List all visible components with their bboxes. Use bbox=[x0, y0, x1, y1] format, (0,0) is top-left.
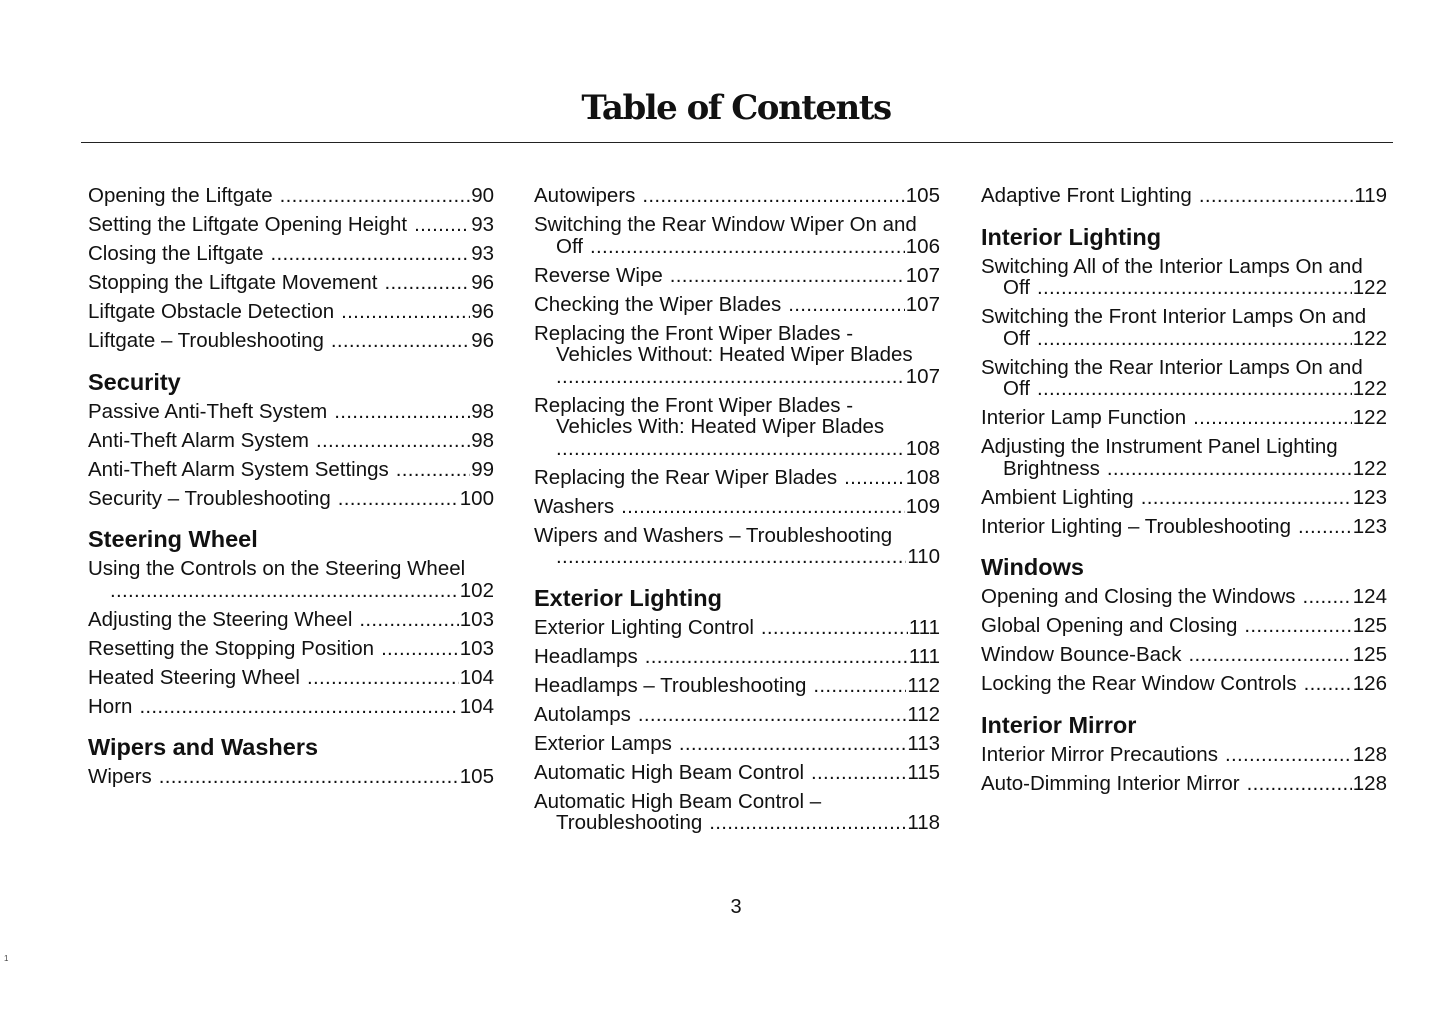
dot-leader bbox=[709, 812, 906, 834]
toc-page-number: 122 bbox=[1352, 456, 1387, 480]
toc-page-number: 105 bbox=[905, 184, 940, 207]
dot-leader bbox=[1107, 458, 1352, 480]
toc-entry-title: Global Opening and Closing bbox=[981, 614, 1238, 637]
toc-entry[interactable] bbox=[981, 436, 1387, 479]
toc-entry-title: Autolamps bbox=[534, 702, 631, 726]
toc-entry-title: Troubleshooting bbox=[556, 811, 703, 834]
toc-entry[interactable] bbox=[981, 185, 1387, 207]
toc-entry[interactable] bbox=[981, 516, 1387, 538]
section-heading: Interior Lighting bbox=[981, 223, 1162, 250]
toc-page-number: 107 bbox=[905, 263, 940, 287]
dot-leader bbox=[645, 646, 908, 668]
toc-entry-title: Security – Troubleshooting bbox=[88, 486, 331, 510]
dot-leader bbox=[307, 667, 459, 689]
dot-leader bbox=[670, 265, 905, 287]
dot-leader bbox=[110, 580, 459, 602]
toc-entry-title: Switching the Front Interior Lamps On and bbox=[981, 305, 1367, 328]
toc-entry-title: Heated Steering Wheel bbox=[88, 665, 300, 689]
toc-page-number: 93 bbox=[471, 242, 494, 265]
section-heading: Wipers and Washers bbox=[88, 734, 319, 760]
toc-page-number: 122 bbox=[1352, 377, 1387, 400]
toc-entry[interactable] bbox=[534, 762, 940, 784]
dot-leader bbox=[334, 401, 470, 423]
toc-column-2 bbox=[534, 185, 940, 841]
toc-page-number: 100 bbox=[459, 486, 494, 510]
toc-page-number: 99 bbox=[471, 457, 494, 481]
toc-page-number: 109 bbox=[905, 494, 940, 518]
dot-leader bbox=[1141, 487, 1352, 509]
toc-page-number: 126 bbox=[1352, 672, 1387, 695]
toc-entry[interactable] bbox=[534, 791, 940, 834]
toc-entry-title: Passive Anti-Theft System bbox=[88, 399, 328, 423]
toc-entry-title: Reverse Wipe bbox=[534, 263, 663, 287]
toc-entry[interactable] bbox=[981, 744, 1387, 766]
dot-leader bbox=[813, 675, 906, 697]
toc-entry-title: Vehicles Without: Heated Wiper Blades bbox=[556, 343, 913, 366]
dot-leader bbox=[338, 488, 459, 510]
toc-entry[interactable] bbox=[981, 357, 1387, 400]
toc-entry-title: Automatic High Beam Control bbox=[534, 760, 805, 784]
dot-leader bbox=[642, 185, 904, 207]
toc-page-number: 108 bbox=[905, 465, 940, 489]
toc-page-number: 123 bbox=[1352, 485, 1387, 509]
toc-entry[interactable] bbox=[981, 615, 1387, 637]
page-number: 3 bbox=[730, 896, 742, 918]
toc-entry[interactable] bbox=[981, 773, 1387, 795]
toc-page-number: 124 bbox=[1352, 585, 1387, 608]
section-heading: Interior Mirror bbox=[981, 711, 1137, 738]
toc-entry-title: Auto-Dimming Interior Mirror bbox=[981, 771, 1240, 795]
toc-entry-title: Opening and Closing the Windows bbox=[981, 585, 1296, 608]
dot-leader bbox=[341, 301, 470, 323]
dot-leader bbox=[359, 609, 458, 631]
dot-leader bbox=[679, 733, 906, 755]
dot-leader bbox=[316, 430, 470, 452]
toc-entry[interactable] bbox=[534, 294, 940, 316]
toc-entry[interactable] bbox=[981, 256, 1387, 299]
dot-leader bbox=[381, 638, 459, 660]
toc-entry-title: Liftgate – Troubleshooting bbox=[88, 329, 324, 352]
dot-leader bbox=[1247, 773, 1352, 795]
toc-entry[interactable] bbox=[88, 272, 494, 294]
toc-entry-title: Off bbox=[1003, 377, 1030, 400]
toc-entry[interactable] bbox=[981, 673, 1387, 695]
dot-leader bbox=[1037, 378, 1352, 400]
toc-entry-title: Setting the Liftgate Opening Height bbox=[88, 213, 408, 236]
toc-entry[interactable] bbox=[88, 301, 494, 323]
dot-leader bbox=[280, 185, 471, 207]
section-heading: Steering Wheel bbox=[88, 526, 258, 552]
toc-page-number: 104 bbox=[459, 665, 494, 689]
toc-entry[interactable] bbox=[534, 395, 940, 460]
toc-page-number: 112 bbox=[907, 673, 940, 697]
toc-entry[interactable] bbox=[88, 401, 494, 423]
dot-leader bbox=[159, 766, 459, 788]
toc-entry-title: Adaptive Front Lighting bbox=[981, 184, 1192, 207]
toc-entry[interactable] bbox=[88, 488, 494, 510]
toc-column-3 bbox=[981, 185, 1387, 802]
toc-entry[interactable] bbox=[534, 185, 940, 207]
toc-page-number: 107 bbox=[905, 292, 940, 316]
toc-entry[interactable] bbox=[534, 265, 940, 287]
dot-leader bbox=[844, 467, 905, 489]
dot-leader bbox=[1244, 615, 1351, 637]
toc-page-number: 90 bbox=[471, 184, 494, 207]
toc-entry[interactable] bbox=[981, 586, 1387, 608]
dot-leader bbox=[1037, 328, 1352, 350]
toc-entry[interactable] bbox=[534, 646, 940, 668]
toc-entry-title: Autowipers bbox=[534, 184, 636, 207]
toc-page-number: 103 bbox=[459, 607, 494, 631]
toc-entry-title: Exterior Lamps bbox=[534, 731, 672, 755]
toc-page-number: 115 bbox=[907, 760, 940, 784]
toc-page-number: 104 bbox=[459, 694, 494, 718]
toc-page-number: 125 bbox=[1352, 643, 1387, 666]
dot-leader bbox=[1225, 744, 1352, 766]
dot-leader bbox=[556, 438, 905, 460]
toc-page-number: 96 bbox=[471, 271, 494, 294]
toc-entry-title: Replacing the Front Wiper Blades - bbox=[534, 393, 854, 417]
toc-entry[interactable] bbox=[88, 696, 494, 718]
dot-leader bbox=[384, 272, 470, 294]
toc-entry-title: Anti-Theft Alarm System bbox=[88, 428, 310, 452]
toc-entry-title: Brightness bbox=[1003, 456, 1100, 480]
toc-page-number: 98 bbox=[471, 399, 494, 423]
toc-entry-title: Off bbox=[1003, 276, 1030, 299]
toc-entry-title: Off bbox=[1003, 326, 1030, 350]
section-heading: Exterior Lighting bbox=[534, 584, 722, 611]
toc-entry-title: Automatic High Beam Control – bbox=[534, 789, 822, 813]
toc-page-number: 108 bbox=[905, 436, 940, 460]
toc-entry[interactable] bbox=[534, 675, 940, 697]
toc-entry[interactable] bbox=[534, 323, 940, 388]
toc-page-number: 125 bbox=[1352, 614, 1387, 637]
page-title: Table of Contents bbox=[581, 88, 891, 128]
toc-entry-title: Vehicles With: Heated Wiper Blades bbox=[556, 415, 885, 438]
toc-page-number: 103 bbox=[459, 636, 494, 660]
dot-leader bbox=[556, 366, 905, 388]
dot-leader bbox=[788, 294, 905, 316]
toc-entry-title: Locking the Rear Window Controls bbox=[981, 672, 1297, 695]
toc-entry-title: Ambient Lighting bbox=[981, 485, 1134, 509]
dot-leader bbox=[811, 762, 906, 784]
dot-leader bbox=[1037, 277, 1352, 299]
toc-entry[interactable] bbox=[88, 185, 494, 207]
toc-entry[interactable] bbox=[534, 496, 940, 518]
toc-page-number: 110 bbox=[907, 545, 940, 568]
dot-leader bbox=[556, 546, 906, 568]
toc-entry[interactable] bbox=[88, 558, 494, 601]
toc-entry[interactable] bbox=[88, 638, 494, 660]
toc-entry[interactable] bbox=[88, 330, 494, 352]
dot-leader bbox=[621, 496, 905, 518]
toc-entry[interactable] bbox=[981, 644, 1387, 666]
dot-leader bbox=[590, 236, 905, 258]
toc-entry-title: Adjusting the Steering Wheel bbox=[88, 607, 353, 631]
toc-entry-title: Interior Lamp Function bbox=[981, 406, 1187, 429]
toc-page-number: 96 bbox=[471, 300, 494, 323]
title-divider bbox=[81, 142, 1393, 143]
toc-page-number: 119 bbox=[1354, 184, 1387, 207]
toc-page-number: 112 bbox=[907, 702, 940, 726]
section-heading: Windows bbox=[981, 554, 1084, 580]
toc-entry[interactable] bbox=[88, 667, 494, 689]
toc-entry-title: Wipers bbox=[88, 765, 152, 788]
toc-page-number: 105 bbox=[459, 765, 494, 788]
toc-entry[interactable] bbox=[88, 430, 494, 452]
dot-leader bbox=[1298, 516, 1352, 538]
toc-page-number: 107 bbox=[905, 364, 940, 388]
toc-entry[interactable] bbox=[88, 609, 494, 631]
toc-entry[interactable] bbox=[981, 407, 1387, 429]
toc-page-number: 123 bbox=[1352, 514, 1387, 538]
dot-leader bbox=[1199, 185, 1353, 207]
toc-page-number: 111 bbox=[908, 615, 940, 639]
toc-entry-title: Wipers and Washers – Troubleshooting bbox=[534, 523, 893, 547]
toc-entry-title: Exterior Lighting Control bbox=[534, 615, 754, 639]
toc-entry-title: Switching the Rear Window Wiper On and bbox=[534, 213, 917, 236]
dot-leader bbox=[1303, 586, 1352, 608]
toc-entry[interactable] bbox=[88, 459, 494, 481]
toc-entry-title: Headlamps bbox=[534, 644, 638, 668]
toc-page-number: 128 bbox=[1352, 742, 1387, 766]
toc-entry-title: Window Bounce-Back bbox=[981, 643, 1182, 666]
dot-leader bbox=[396, 459, 470, 481]
toc-entry[interactable] bbox=[534, 617, 940, 639]
toc-entry[interactable] bbox=[534, 733, 940, 755]
toc-page-number: 102 bbox=[459, 578, 494, 602]
toc-entry-title: Interior Lighting – Troubleshooting bbox=[981, 514, 1291, 538]
toc-page-number: 113 bbox=[907, 731, 940, 755]
toc-entry-title: Adjusting the Instrument Panel Lighting bbox=[981, 435, 1338, 458]
toc-page-number: 93 bbox=[471, 213, 494, 236]
toc-entry[interactable] bbox=[534, 214, 940, 257]
toc-entry-title: Horn bbox=[88, 694, 133, 718]
corner-mark: 1 bbox=[4, 954, 9, 963]
toc-entry-title: Headlamps – Troubleshooting bbox=[534, 673, 807, 697]
toc-page-number: 122 bbox=[1352, 326, 1387, 350]
dot-leader bbox=[1193, 407, 1352, 429]
dot-leader bbox=[761, 617, 908, 639]
toc-entry-title: Replacing the Front Wiper Blades - bbox=[534, 321, 854, 345]
toc-entry-title: Interior Mirror Precautions bbox=[981, 742, 1218, 766]
toc-entry-title: Washers bbox=[534, 494, 615, 518]
toc-page-number: 122 bbox=[1352, 276, 1387, 299]
section-heading: Security bbox=[88, 368, 181, 395]
toc-entry-title: Off bbox=[556, 234, 583, 258]
toc-entry[interactable] bbox=[534, 467, 940, 489]
dot-leader bbox=[1304, 673, 1352, 695]
dot-leader bbox=[638, 704, 906, 726]
toc-page-number: 111 bbox=[908, 644, 940, 668]
toc-entry-title: Using the Controls on the Steering Wheel bbox=[88, 557, 466, 580]
dot-leader bbox=[139, 696, 458, 718]
toc-entry-title: Closing the Liftgate bbox=[88, 242, 264, 265]
dot-leader bbox=[414, 214, 470, 236]
toc-entry-title: Opening the Liftgate bbox=[88, 184, 273, 207]
toc-column-1 bbox=[88, 185, 494, 795]
toc-entry-title: Switching All of the Interior Lamps On and bbox=[981, 254, 1363, 278]
toc-entry-title: Anti-Theft Alarm System Settings bbox=[88, 457, 389, 481]
toc-entry[interactable] bbox=[981, 487, 1387, 509]
toc-entry[interactable] bbox=[88, 766, 494, 788]
toc-entry-title: Replacing the Rear Wiper Blades bbox=[534, 465, 838, 489]
toc-page-number: 128 bbox=[1352, 771, 1387, 795]
toc-entry[interactable] bbox=[88, 214, 494, 236]
toc-entry[interactable] bbox=[534, 704, 940, 726]
dot-leader bbox=[271, 243, 471, 265]
toc-page-number: 122 bbox=[1352, 406, 1387, 429]
toc-entry[interactable] bbox=[981, 306, 1387, 349]
toc-page-number: 98 bbox=[471, 428, 494, 452]
toc-entry[interactable] bbox=[88, 243, 494, 265]
toc-entry-title: Switching the Rear Interior Lamps On and bbox=[981, 355, 1363, 379]
toc-entry-title: Resetting the Stopping Position bbox=[88, 636, 375, 660]
toc-page-number: 96 bbox=[471, 329, 494, 352]
dot-leader bbox=[331, 330, 470, 352]
toc-page-number: 106 bbox=[905, 234, 940, 258]
toc-entry-title: Stopping the Liftgate Movement bbox=[88, 271, 378, 294]
toc-entry-title: Liftgate Obstacle Detection bbox=[88, 300, 335, 323]
dot-leader bbox=[1189, 644, 1352, 666]
toc-entry-title: Checking the Wiper Blades bbox=[534, 292, 782, 316]
toc-entry[interactable] bbox=[534, 525, 940, 568]
toc-page-number: 118 bbox=[907, 811, 940, 834]
